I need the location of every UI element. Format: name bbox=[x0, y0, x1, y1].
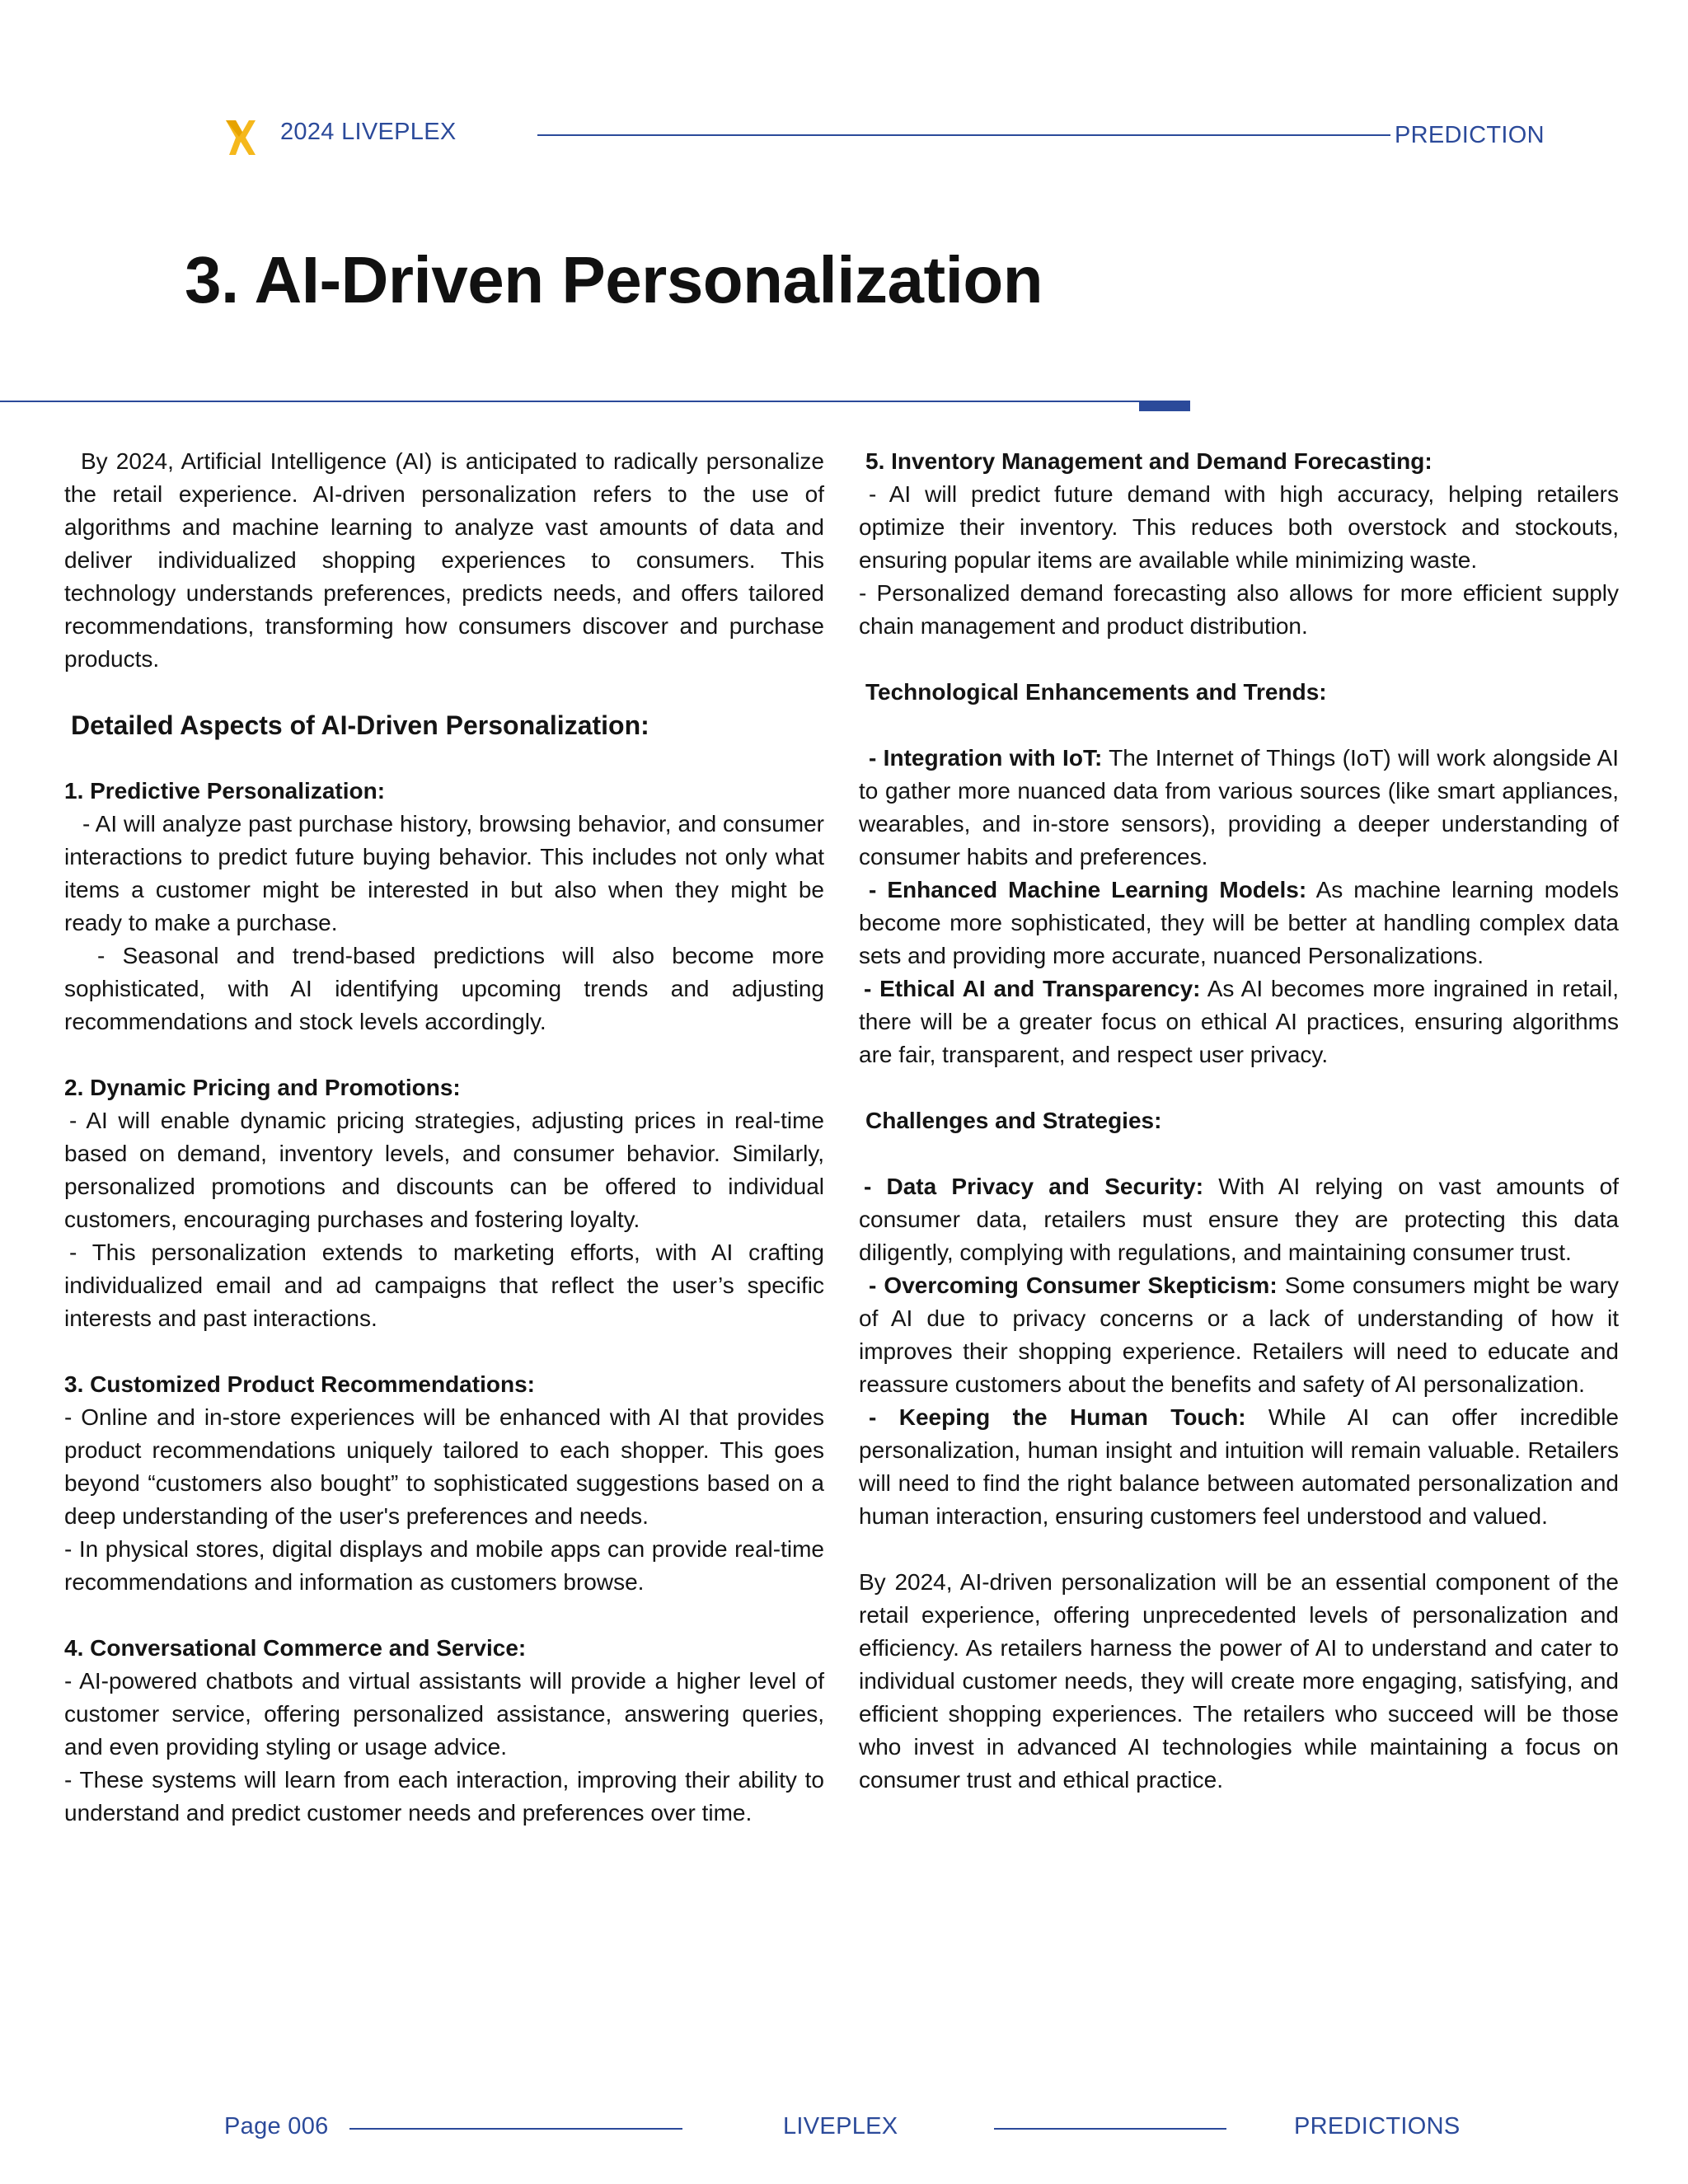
right-column bbox=[859, 445, 1619, 1797]
trend-item-iot-text: The Internet of Things (IoT) will work alongside AI to gather more nuanced data from various sources (like smart appliances, wearables, and in-store sensors), providing a deeper understanding of consumer habits and preferences. bbox=[859, 745, 1619, 869]
trend-item-ethical bbox=[859, 972, 1619, 1071]
page-title: 3. AI-Driven Personalization bbox=[185, 243, 1043, 316]
challenge-item-skepticism-lead: - Overcoming Consumer Skepticism: bbox=[869, 1272, 1278, 1298]
challenge-item-human-touch-lead: - Keeping the Human Touch: bbox=[869, 1404, 1246, 1430]
challenge-item-skepticism-text: Some consumers might be wary of AI due to privacy concerns or a lack of understanding of how it improves their shopping experience. Retailers will need to educate and reassure customers about the benefits and safety of AI personalization. bbox=[859, 1272, 1619, 1397]
trend-item-iot bbox=[859, 742, 1619, 874]
section-heading-inventory: 5. Inventory Management and Demand Forecasting: bbox=[865, 448, 1432, 474]
trend-item-iot-lead: - Integration with IoT: bbox=[869, 745, 1103, 771]
footer-divider-right bbox=[994, 2128, 1226, 2130]
trend-item-ml-text: As machine learning models become more sophisticated, they will be better at handling complex data sets and providing more accurate, nuanced Personalizations. bbox=[859, 877, 1619, 968]
section-heading-recommendations: 3. Customized Product Recommendations: bbox=[64, 1371, 535, 1397]
trend-item-ethical-lead: - Ethical AI and Transparency: bbox=[864, 976, 1201, 1001]
trend-item-ml-lead: - Enhanced Machine Learning Models: bbox=[869, 877, 1307, 902]
section-heading-predictive: 1. Predictive Personalization: bbox=[64, 778, 386, 804]
trend-item-ethical-text: As AI becomes more ingrained in retail, there will be a greater focus on ethical AI practices, ensuring algorithms are fair, transparent, and respect user privacy. bbox=[859, 976, 1619, 1067]
title-divider bbox=[0, 401, 1187, 402]
header-divider bbox=[537, 134, 1390, 136]
bullet-conversational-1: - AI-powered chatbots and virtual assistants will provide a higher level of customer service, offering personalized assistance, answering queries, and even providing styling or usage advice. bbox=[64, 1668, 824, 1760]
section-heading-dynamic-pricing: 2. Dynamic Pricing and Promotions: bbox=[64, 1075, 461, 1100]
bullet-recommendations-1: - Online and in-store experiences will be enhanced with AI that provides product recommendations uniquely tailored to each shopper. This goes beyond “customers also bought” to sophisticated suggestions based on a deep understanding of the user's preferences and needs. bbox=[64, 1404, 824, 1529]
conclusion-paragraph: By 2024, AI-driven personalization will be an essential component of the retail experience, offering unprecedented levels of personalization and efficiency. As retailers harness the power of AI to understand and cater to individual customer needs, they will create more engaging, satisfying, and efficient shopping experiences. The retailers who succeed will be those who invest in advanced AI technologies while maintaining a focus on consumer trust and ethical practice. bbox=[859, 1569, 1619, 1793]
section-heading-trends: Technological Enhancements and Trends: bbox=[865, 679, 1327, 705]
bullet-predictive-1: - AI will analyze past purchase history, browsing behavior, and consumer interactions to predict future buying behavior. This includes not only what items a customer might be interested in but also when they might be ready to make a purchase. bbox=[64, 811, 824, 935]
left-column bbox=[64, 445, 824, 1830]
section-heading-challenges: Challenges and Strategies: bbox=[865, 1108, 1162, 1133]
bullet-inventory-1: - AI will predict future demand with high accuracy, helping retailers optimize their inventory. This reduces both overstock and stockouts, ensuring popular items are available while minimizing waste. bbox=[859, 481, 1619, 573]
bullet-predictive-2: - Seasonal and trend-based predictions will also become more sophisticated, with AI identifying upcoming trends and adjusting recommendations and stock levels accordingly. bbox=[64, 943, 824, 1034]
footer-divider-left bbox=[349, 2128, 682, 2130]
challenge-item-skepticism bbox=[859, 1269, 1619, 1401]
title-divider-accent bbox=[1139, 401, 1190, 411]
challenge-item-privacy bbox=[859, 1170, 1619, 1269]
footer-page-number: Page 006 bbox=[224, 2113, 329, 2139]
footer-brand-label: LIVEPLEX bbox=[783, 2113, 898, 2139]
bullet-dynamic-pricing-1: - AI will enable dynamic pricing strategies, adjusting prices in real-time based on demand, inventory levels, and consumer behavior. Similarly, personalized promotions and discounts can be offered to individual customers, encouraging purchases and fostering loyalty. bbox=[64, 1108, 824, 1232]
footer-section-label: PREDICTIONS bbox=[1294, 2113, 1461, 2139]
bullet-inventory-2: - Personalized demand forecasting also allows for more efficient supply chain management and product distribution. bbox=[859, 580, 1619, 639]
header-section-label: PREDICTION bbox=[1395, 122, 1545, 148]
section-heading-conversational: 4. Conversational Commerce and Service: bbox=[64, 1635, 527, 1661]
challenge-item-privacy-text: With AI relying on vast amounts of consumer data, retailers must ensure they are protecting this data diligently, complying with regulations, and maintaining consumer trust. bbox=[859, 1174, 1620, 1265]
bullet-dynamic-pricing-2: - This personalization extends to marketing efforts, with AI crafting individualized email and ad campaigns that reflect the user’s specific interests and past interactions. bbox=[64, 1240, 824, 1331]
challenge-item-human-touch-text: While AI can offer incredible personalization, human insight and intuition will remain valuable. Retailers will need to find the right balance between automated personalization and human interaction, ensuring customers feel understood and valued. bbox=[859, 1404, 1619, 1529]
section-heading-detailed-aspects: Detailed Aspects of AI-Driven Personalization: bbox=[71, 710, 649, 740]
trend-item-ml bbox=[859, 874, 1619, 972]
challenge-item-privacy-lead: - Data Privacy and Security: bbox=[864, 1174, 1204, 1199]
header-brand-label: 2024 LIVEPLEX bbox=[280, 119, 457, 145]
bullet-recommendations-2: - In physical stores, digital displays and mobile apps can provide real-time recommendations and information as customers browse. bbox=[64, 1536, 824, 1595]
challenge-item-human-touch bbox=[859, 1401, 1619, 1533]
intro-paragraph: By 2024, Artificial Intelligence (AI) is anticipated to radically personalize the retail experience. AI-driven personalization refers to the use of algorithms and machine learning to analyze vast amounts of data and deliver individualized shopping experiences to consumers. This technology understands preferences, predicts needs, and offers tailored recommendations, transforming how consumers discover and purchase products. bbox=[64, 448, 824, 672]
liveplex-logo-icon bbox=[224, 119, 257, 157]
bullet-conversational-2: - These systems will learn from each interaction, improving their ability to understand and predict customer needs and preferences over time. bbox=[64, 1767, 824, 1825]
